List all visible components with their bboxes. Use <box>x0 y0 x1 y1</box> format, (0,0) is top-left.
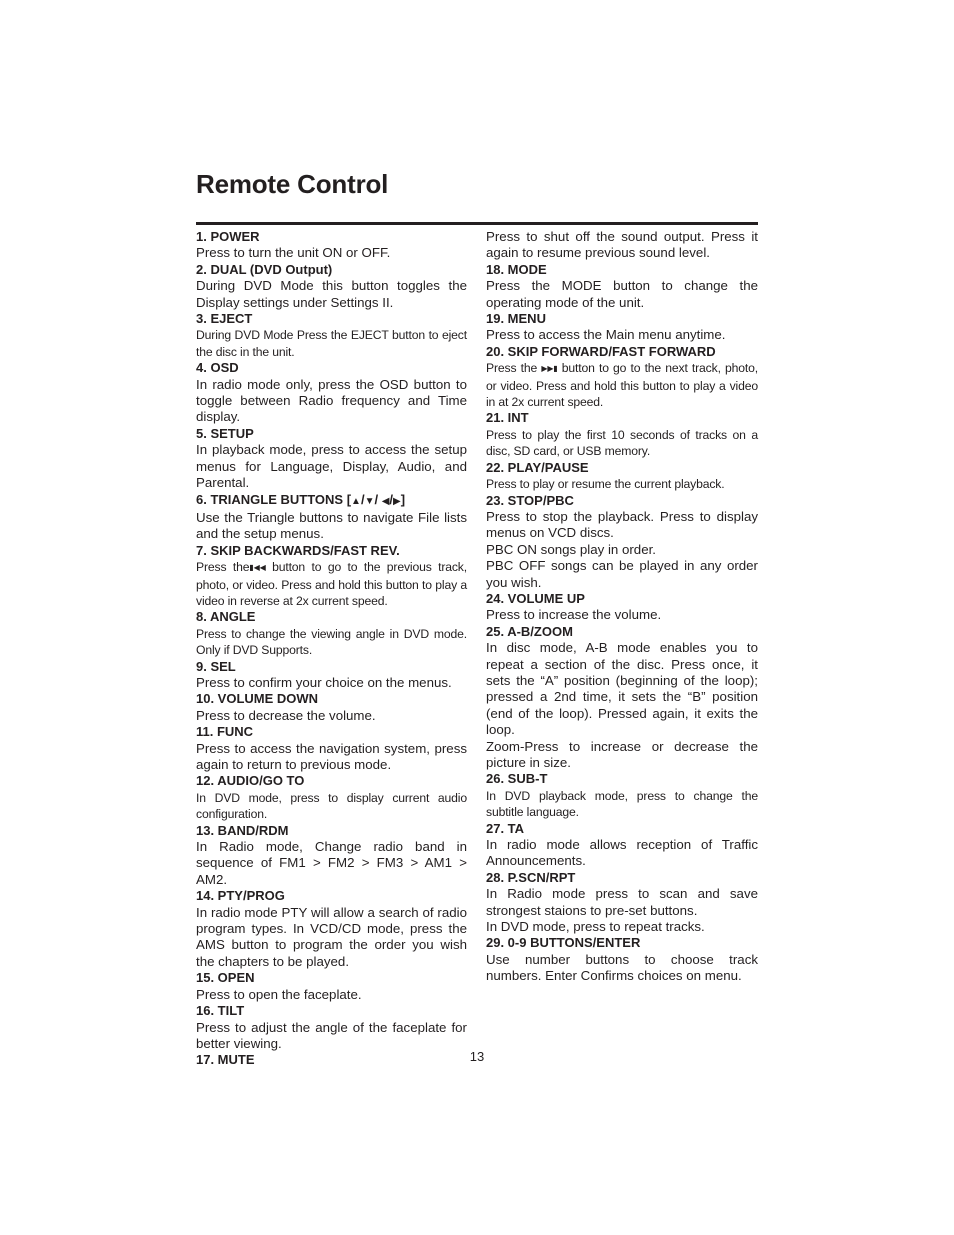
item-description: PBC OFF songs can be played in any order you wish. <box>486 558 758 590</box>
item-description: Zoom-Press to increase or decrease the picture in size. <box>486 738 758 770</box>
title-divider <box>196 222 758 225</box>
item-description: Press to turn the unit ON or OFF. <box>196 245 391 261</box>
item-heading: 28. P.SCN/RPT <box>486 869 576 885</box>
item-heading: 23. STOP/PBC <box>486 492 574 508</box>
item-description: Press to play the first 10 seconds of tracks on a disc, SD card, or USB memory. <box>486 427 758 459</box>
item-heading: 4. OSD <box>196 360 239 376</box>
item-description: Use number buttons to choose track numbers. Enter Confirms choices on menu. <box>486 951 758 984</box>
item-heading: 22. PLAY/PAUSE <box>486 459 589 475</box>
description-suffix: button to go to the next track, photo, or video. Press and hold this button to play a video in at 2x current speed. <box>486 361 758 410</box>
item-heading: 29. 0-9 BUTTONS/ENTER <box>486 935 641 951</box>
item-heading: 21. INT <box>486 410 529 426</box>
item-heading: 10. VOLUME DOWN <box>196 691 319 707</box>
item-heading: 24. VOLUME UP <box>486 590 585 606</box>
triangle-right-icon: ▶ <box>393 495 401 507</box>
item-description: In disc mode, A-B mode enables you to repeat a section of the disc. Press once, it sets the “A” position (beginning of the loop); pressed a 2nd time, it sets the “B” position (end of the loop). Pressed again, it exits the loop. <box>486 640 758 738</box>
item-description: During DVD Mode Press the EJECT button to eject the disc in the unit. <box>196 328 467 359</box>
left-column <box>196 229 467 1069</box>
item-description: In playback mode, press to access the setup menus for Language, Display, Audio, and Parental. <box>196 442 467 491</box>
item-description <box>196 559 467 609</box>
item-heading: 20. SKIP FORWARD/FAST FORWARD <box>486 343 716 359</box>
triangle-left-icon: ◀ <box>381 495 390 507</box>
item-description: Press the MODE button to change the operating mode of the unit. <box>486 278 758 310</box>
item-heading: 25. A-B/ZOOM <box>486 623 573 639</box>
description-prefix: Press the <box>486 361 542 376</box>
description-prefix: Press the <box>196 560 250 575</box>
item-heading: 18. MODE <box>486 261 547 277</box>
triangle-down-icon: ▼ <box>364 495 375 507</box>
item-description: PBC ON songs play in order. <box>486 541 656 557</box>
page-title: Remote Control <box>196 169 389 199</box>
item-heading: 13. BAND/RDM <box>196 822 289 838</box>
item-heading: 27. TA <box>486 820 525 836</box>
page-number: 13 <box>469 1049 485 1064</box>
item-description: In DVD playback mode, press to change the subtitle language. <box>486 788 758 820</box>
item-description: During DVD Mode this button toggles the Display settings under Settings II. <box>196 278 467 310</box>
item-description <box>486 360 758 410</box>
item-description: In Radio mode press to scan and save strongest staions to pre-set buttons. <box>486 886 758 918</box>
item-heading: 17. MUTE <box>196 1052 255 1068</box>
item-description: Press to increase the volume. <box>486 607 662 623</box>
item-description: Press to stop the playback. Press to display menus on VCD discs. <box>486 508 758 541</box>
item-heading: 26. SUB-T <box>486 771 548 787</box>
item-description: Press to adjust the angle of the faceplate for better viewing. <box>196 1019 467 1051</box>
item-heading: 19. MENU <box>486 311 546 327</box>
item-heading: 15. OPEN <box>196 970 255 986</box>
item-heading: 7. SKIP BACKWARDS/FAST REV. <box>196 542 400 558</box>
item-heading: 12. AUDIO/GO TO <box>196 773 305 789</box>
item-description: In DVD mode, press to display current audio configuration. <box>196 790 467 822</box>
triangle-up-icon: ▲ <box>351 495 361 507</box>
item-description: Press to change the viewing angle in DVD mode. Only if DVD Supports. <box>196 626 467 658</box>
description-suffix: button to go to the previous track, photo, or video. Press and hold this button to play a video in reverse at 2x current speed. <box>196 560 467 608</box>
heading-suffix: ] <box>400 491 406 507</box>
item-heading: 1. POWER <box>196 229 260 244</box>
skip-forward-icon: ▶▶▮ <box>541 364 558 374</box>
item-heading: 14. PTY/PROG <box>196 888 285 904</box>
item-description: Press to open the faceplate. <box>196 986 362 1002</box>
heading-prefix: 6. TRIANGLE BUTTONS [ <box>196 491 352 507</box>
item-heading: 2. DUAL (DVD Output) <box>196 261 333 277</box>
item-description: Press to confirm your choice on the menus. <box>196 674 452 690</box>
item-description: Press to decrease the volume. <box>196 707 376 723</box>
item-description: Press to access the navigation system, press again to return to previous mode. <box>196 740 467 772</box>
item-heading: 16. TILT <box>196 1003 245 1019</box>
item-description: Press to access the Main menu anytime. <box>486 327 726 343</box>
item-heading: 9. SEL <box>196 658 236 674</box>
right-column <box>486 229 758 985</box>
item-description: In DVD mode, press to repeat tracks. <box>486 919 705 935</box>
item-heading: 3. EJECT <box>196 311 253 327</box>
item-description: In radio mode allows reception of Traffic Announcements. <box>486 837 758 869</box>
item-heading: 5. SETUP <box>196 425 254 441</box>
item-heading: 8. ANGLE <box>196 609 256 625</box>
item-description: In radio mode PTY will allow a search of radio program types. In VCD/CD mode, press the AMS button to program the order you wish the chapters to be played. <box>196 904 467 969</box>
item-description: Use the Triangle buttons to navigate File lists and the setup menus. <box>196 509 467 542</box>
item-description: In radio mode only, press the OSD button to toggle between Radio frequency and Time display. <box>196 376 467 425</box>
item-heading: 6. TRIANGLE BUTTONS [▲/▼/ ◀/▶] <box>196 491 406 507</box>
item-description: Press to shut off the sound output. Press it again to resume previous sound level. <box>486 229 758 261</box>
item-heading: 11. FUNC <box>196 724 254 740</box>
skip-backward-icon: ▮◀◀ <box>249 563 266 573</box>
item-description: In Radio mode, Change radio band in sequence of FM1 > FM2 > FM3 > AM1 > AM2. <box>196 839 467 887</box>
item-description: Press to play or resume the current playback. <box>486 477 725 492</box>
